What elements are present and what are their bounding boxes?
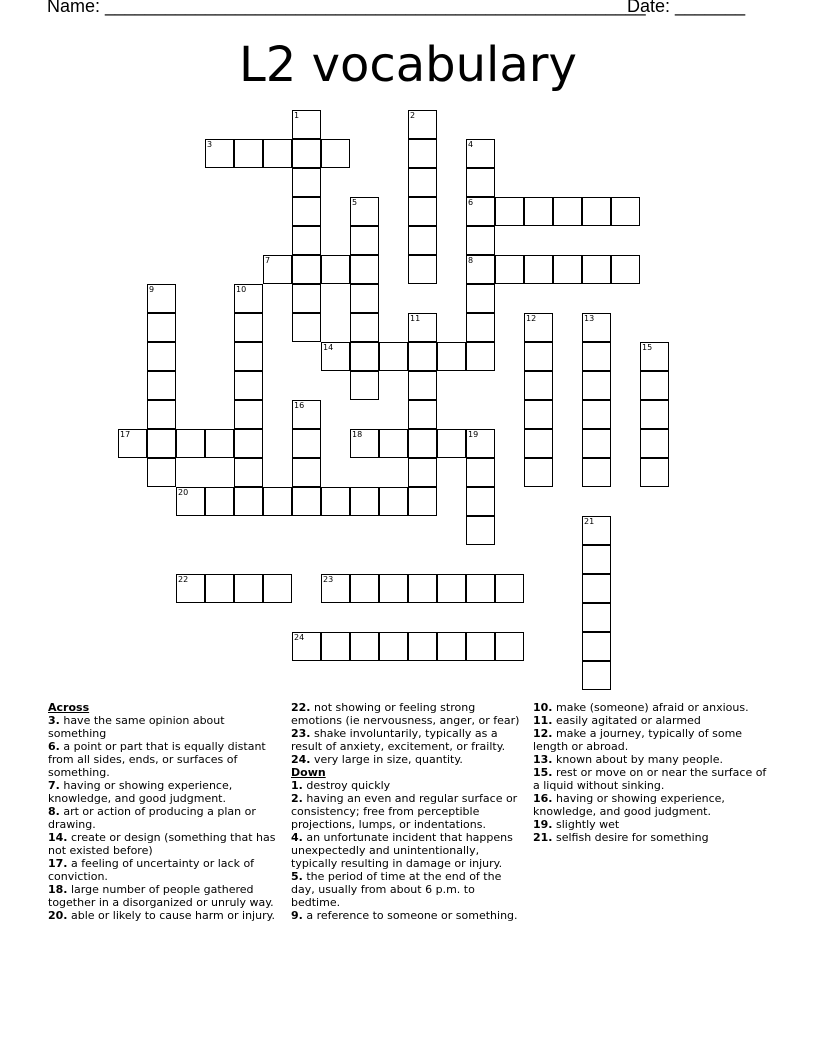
clue-across-14: 14. create or design (something that has not existed before) (48, 831, 276, 857)
clues-column-3 (533, 701, 771, 844)
grid-cell[interactable] (408, 632, 437, 661)
grid-cell[interactable] (350, 632, 379, 661)
clue-down-15: 15. rest or move on or near the surface of a liquid without sinking. (533, 766, 767, 792)
name-field-label: Name: ______________________________________________________ (47, 0, 646, 16)
cell-number: 23 (323, 575, 334, 584)
clue-down-4: 4. an unfortunate incident that happens unexpectedly and unintentionally, typically resulting in damage or injury. (291, 831, 513, 870)
grid-cell[interactable] (640, 342, 669, 371)
grid-cell[interactable] (234, 139, 263, 168)
grid-cell[interactable] (495, 574, 524, 603)
cell-number: 20 (178, 488, 189, 497)
grid-cell[interactable] (292, 284, 321, 313)
clue-across-7: 7. having or showing experience, knowledge, and good judgment. (48, 779, 233, 805)
cell-number: 6 (468, 198, 474, 207)
grid-cell[interactable] (234, 574, 263, 603)
grid-cell[interactable] (205, 487, 234, 516)
grid-cell[interactable] (466, 342, 495, 371)
cell-number: 18 (352, 430, 363, 439)
grid-cell[interactable] (640, 429, 669, 458)
cell-number: 7 (265, 256, 271, 265)
grid-cell[interactable] (147, 342, 176, 371)
grid-cell[interactable] (205, 139, 234, 168)
cell-number: 10 (236, 285, 247, 294)
clues-column-1 (48, 701, 280, 922)
grid-cell[interactable] (408, 197, 437, 226)
grid-cell[interactable] (408, 400, 437, 429)
grid-cell[interactable] (350, 487, 379, 516)
cell-number: 3 (207, 140, 213, 149)
grid-cell[interactable] (379, 342, 408, 371)
grid-cell[interactable] (466, 255, 495, 284)
grid-cell[interactable] (379, 574, 408, 603)
grid-cell[interactable] (147, 313, 176, 342)
grid-cell[interactable] (466, 197, 495, 226)
grid-cell[interactable] (379, 632, 408, 661)
grid-cell[interactable] (524, 255, 553, 284)
across-heading: Across (48, 701, 90, 714)
grid-cell[interactable] (582, 400, 611, 429)
cell-number: 24 (294, 633, 305, 642)
grid-cell[interactable] (292, 197, 321, 226)
grid-cell[interactable] (408, 313, 437, 342)
clue-across-20: 20. able or likely to cause harm or injury. (48, 909, 276, 922)
grid-cell[interactable] (147, 458, 176, 487)
grid-cell[interactable] (524, 458, 553, 487)
grid-cell[interactable] (437, 342, 466, 371)
grid-cell[interactable] (147, 371, 176, 400)
grid-cell[interactable] (466, 139, 495, 168)
grid-cell[interactable] (582, 516, 611, 545)
grid-cell[interactable] (292, 458, 321, 487)
clue-across-24: 24. very large in size, quantity. (291, 753, 463, 766)
grid-cell[interactable] (408, 342, 437, 371)
clue-down-21: 21. selfish desire for something (533, 831, 709, 844)
grid-cell[interactable] (466, 632, 495, 661)
clues-column-2 (291, 701, 525, 922)
cell-number: 12 (526, 314, 537, 323)
grid-cell[interactable] (408, 168, 437, 197)
grid-cell[interactable] (263, 139, 292, 168)
grid-cell[interactable] (321, 342, 350, 371)
clue-down-19: 19. slightly wet (533, 818, 620, 831)
clue-down-16: 16. having or showing experience, knowledge, and good judgment. (533, 792, 725, 818)
cell-number: 9 (149, 285, 155, 294)
grid-cell[interactable] (466, 168, 495, 197)
grid-cell[interactable] (640, 458, 669, 487)
grid-cell[interactable] (408, 574, 437, 603)
grid-cell[interactable] (582, 313, 611, 342)
grid-cell[interactable] (263, 487, 292, 516)
grid-cell[interactable] (321, 139, 350, 168)
grid-cell[interactable] (292, 429, 321, 458)
grid-cell[interactable] (292, 139, 321, 168)
cell-number: 4 (468, 140, 474, 149)
cell-number: 21 (584, 517, 595, 526)
grid-cell[interactable] (234, 342, 263, 371)
clue-down-5: 5. the period of time at the end of the day, usually from about 6 p.m. to bedtime. (291, 870, 502, 909)
grid-cell[interactable] (582, 458, 611, 487)
clue-down-1: 1. destroy quickly (291, 779, 391, 792)
grid-cell[interactable] (582, 661, 611, 690)
grid-cell[interactable] (466, 458, 495, 487)
clue-across-23: 23. shake involuntarily, typically as a result of anxiety, excitement, or frailty. (291, 727, 506, 753)
grid-cell[interactable] (466, 313, 495, 342)
grid-cell[interactable] (466, 516, 495, 545)
grid-cell[interactable] (234, 429, 263, 458)
clue-across-8: 8. art or action of producing a plan or drawing. (48, 805, 256, 831)
grid-cell[interactable] (292, 255, 321, 284)
grid-cell[interactable] (321, 574, 350, 603)
grid-cell[interactable] (350, 342, 379, 371)
grid-cell[interactable] (408, 139, 437, 168)
puzzle-title: L2 vocabulary (239, 37, 577, 93)
grid-cell[interactable] (553, 255, 582, 284)
date-field-label: Date: _______ (627, 0, 746, 16)
grid-cell[interactable] (408, 226, 437, 255)
grid-cell[interactable] (582, 603, 611, 632)
grid-cell[interactable] (350, 255, 379, 284)
cell-number: 17 (120, 430, 131, 439)
cell-number: 8 (468, 256, 474, 265)
grid-cell[interactable] (321, 255, 350, 284)
grid-cell[interactable] (408, 255, 437, 284)
cell-number: 14 (323, 343, 334, 352)
grid-cell[interactable] (495, 197, 524, 226)
clue-across-22: 22. not showing or feeling strong emotions (ie nervousness, anger, or fear) (291, 701, 520, 727)
grid-cell[interactable] (408, 458, 437, 487)
grid-cell[interactable] (350, 429, 379, 458)
grid-cell[interactable] (495, 632, 524, 661)
grid-cell[interactable] (321, 632, 350, 661)
grid-cell[interactable] (292, 400, 321, 429)
grid-cell[interactable] (263, 574, 292, 603)
grid-cell[interactable] (234, 371, 263, 400)
grid-cell[interactable] (582, 574, 611, 603)
grid-cell[interactable] (234, 458, 263, 487)
grid-cell[interactable] (147, 429, 176, 458)
grid-cell[interactable] (350, 574, 379, 603)
grid-cell[interactable] (379, 487, 408, 516)
clue-down-11: 11. easily agitated or alarmed (533, 714, 701, 727)
grid-cell[interactable] (466, 284, 495, 313)
grid-cell[interactable] (437, 429, 466, 458)
grid-cell[interactable] (292, 632, 321, 661)
cell-number: 11 (410, 314, 421, 323)
cell-number: 13 (584, 314, 595, 323)
grid-cell[interactable] (176, 429, 205, 458)
grid-cell[interactable] (466, 487, 495, 516)
grid-cell[interactable] (582, 197, 611, 226)
grid-cell[interactable] (379, 429, 408, 458)
grid-cell[interactable] (524, 342, 553, 371)
grid-cell[interactable] (408, 371, 437, 400)
cell-number: 2 (410, 111, 416, 120)
clue-across-3: 3. have the same opinion about something (48, 714, 225, 740)
grid-cell[interactable] (234, 313, 263, 342)
cell-number: 15 (642, 343, 653, 352)
clue-down-13: 13. known about by many people. (533, 753, 723, 766)
grid-cell[interactable] (582, 255, 611, 284)
grid-cell[interactable] (437, 574, 466, 603)
grid-cell[interactable] (292, 487, 321, 516)
grid-cell[interactable] (350, 313, 379, 342)
clue-across-6: 6. a point or part that is equally distant from all sides, ends, or surfaces of something. (48, 740, 266, 779)
grid-cell[interactable] (611, 255, 640, 284)
clue-down-2: 2. having an even and regular surface or consistency; free from perceptible projections, lumps, or indentations. (291, 792, 518, 831)
grid-cell[interactable] (263, 255, 292, 284)
grid-cell[interactable] (350, 226, 379, 255)
grid-cell[interactable] (176, 574, 205, 603)
grid-cell[interactable] (466, 226, 495, 255)
clue-down-10: 10. make (someone) afraid or anxious. (533, 701, 749, 714)
grid-cell[interactable] (640, 400, 669, 429)
grid-cell[interactable] (176, 487, 205, 516)
grid-cell[interactable] (466, 429, 495, 458)
grid-cell[interactable] (524, 371, 553, 400)
down-heading: Down (291, 766, 326, 779)
grid-cell[interactable] (408, 487, 437, 516)
grid-cell[interactable] (611, 197, 640, 226)
cell-number: 19 (468, 430, 479, 439)
grid-cell[interactable] (582, 371, 611, 400)
grid-cell[interactable] (321, 487, 350, 516)
grid-cell[interactable] (205, 429, 234, 458)
grid-cell[interactable] (292, 313, 321, 342)
clue-down-12: 12. make a journey, typically of some length or abroad. (533, 727, 743, 753)
grid-cell[interactable] (582, 429, 611, 458)
grid-cell[interactable] (524, 400, 553, 429)
grid-cell[interactable] (118, 429, 147, 458)
grid-cell[interactable] (466, 574, 495, 603)
grid-cell[interactable] (437, 632, 466, 661)
grid-cell[interactable] (350, 371, 379, 400)
grid-cell[interactable] (147, 284, 176, 313)
grid-cell[interactable] (582, 545, 611, 574)
grid-cell[interactable] (292, 168, 321, 197)
grid-cell[interactable] (408, 110, 437, 139)
clue-down-9: 9. a reference to someone or something. (291, 909, 518, 922)
grid-cell[interactable] (350, 284, 379, 313)
grid-cell[interactable] (350, 197, 379, 226)
grid-cell[interactable] (234, 487, 263, 516)
clue-across-18: 18. large number of people gathered together in a disorganized or unruly way. (48, 883, 274, 909)
clue-across-17: 17. a feeling of uncertainty or lack of conviction. (48, 857, 255, 883)
grid-cell[interactable] (553, 197, 582, 226)
grid-cell[interactable] (495, 255, 524, 284)
grid-cell[interactable] (234, 284, 263, 313)
grid-cell[interactable] (524, 313, 553, 342)
grid-cell[interactable] (582, 632, 611, 661)
grid-cell[interactable] (640, 371, 669, 400)
grid-cell[interactable] (524, 197, 553, 226)
cell-number: 16 (294, 401, 305, 410)
grid-cell[interactable] (205, 574, 234, 603)
grid-cell[interactable] (234, 400, 263, 429)
cell-number: 22 (178, 575, 189, 584)
grid-cell[interactable] (147, 400, 176, 429)
cell-number: 5 (352, 198, 358, 207)
grid-cell[interactable] (292, 110, 321, 139)
grid-cell[interactable] (582, 342, 611, 371)
cell-number: 1 (294, 111, 300, 120)
grid-cell[interactable] (292, 226, 321, 255)
grid-cell[interactable] (524, 429, 553, 458)
grid-cell[interactable] (408, 429, 437, 458)
